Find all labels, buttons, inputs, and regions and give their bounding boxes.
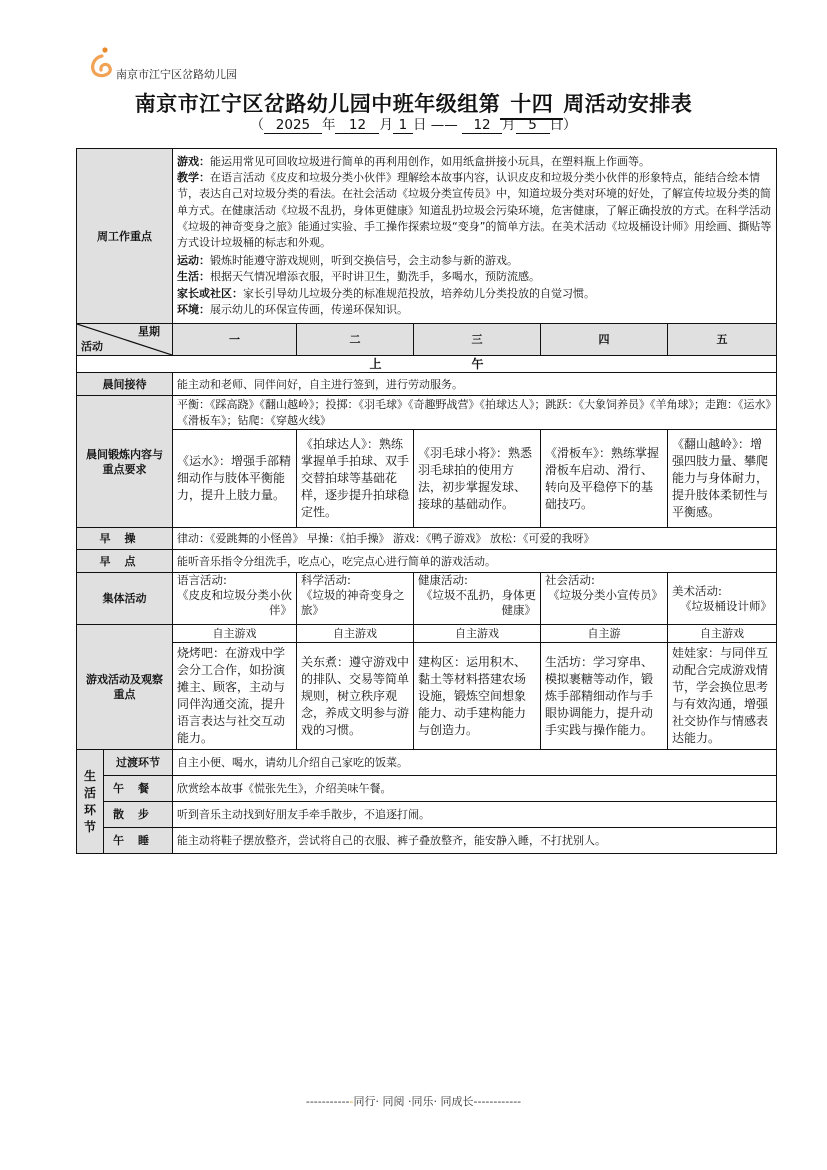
weekday-header-row bbox=[77, 324, 777, 356]
weekly-focus-row bbox=[77, 149, 777, 324]
group-activity-label: 集体活动 bbox=[77, 573, 173, 625]
games-mon: 烧烤吧：在游戏中学会分工合作，如扮演摊主、顾客，主动与同伴沟通交流，提升语言表达与社交互动能力。 bbox=[173, 643, 297, 750]
group-activity-tue bbox=[297, 573, 414, 625]
life-row-nap bbox=[77, 828, 777, 854]
reception-label: 晨间接待 bbox=[77, 373, 173, 396]
morning-char-2: 午 bbox=[471, 356, 484, 371]
title-prefix: 南京市江宁区岔路幼儿园中班年级组第 bbox=[134, 92, 501, 116]
life-transition-text: 自主小便、喝水，请幼儿介绍自己家吃的饭菜。 bbox=[173, 750, 777, 776]
exercise-days-row bbox=[77, 430, 777, 528]
activity-name: 《垃圾不乱扔，身体更健康》 bbox=[421, 588, 536, 617]
group-activity-fri bbox=[668, 573, 777, 625]
games-header-fri: 自主游戏 bbox=[668, 625, 777, 643]
focus-environment: 环境：展示幼儿的环保宣传画，传递环保知识。 bbox=[177, 302, 408, 316]
activity-name: 《皮皮和垃圾分类小伙伴》 bbox=[177, 588, 292, 617]
title-suffix: 周活动安排表 bbox=[563, 92, 693, 116]
date-end-month: 12 bbox=[462, 118, 502, 134]
focus-sports: 运动：锻炼时能遵守游戏规则，听到交换信号，会主动参与新的游戏。 bbox=[177, 254, 518, 268]
month-label-2: 月 bbox=[502, 117, 516, 133]
day-thu: 四 bbox=[541, 324, 668, 356]
games-label: 游戏活动及观察重点 bbox=[77, 625, 173, 750]
activity-name: 《垃圾的神奇变身之旅》 bbox=[301, 588, 405, 617]
life-row-lunch bbox=[77, 776, 777, 802]
exercise-fri: 《翻山越岭》：增强四肢力量、攀爬能力与身体耐力，提升肢体柔韧性与平衡感。 bbox=[668, 430, 777, 528]
day-label-1: 日 bbox=[412, 117, 427, 133]
exercise-thu: 《滑板车》：熟练掌握滑板车启动、滑行、转向及平稳停下的基础技巧。 bbox=[541, 430, 668, 528]
reception-text: 能主动和老师、同伴问好，自主进行签到，进行劳动服务。 bbox=[173, 373, 777, 396]
date-start-month: 12 bbox=[335, 118, 379, 134]
exercise-summary: 平衡：《踩高跷》《翻山越岭》；投掷：《羽毛球》《奇趣野战营》《拍球达人》；跳跃：《大象饲养员》《羊角球》；走跑：《运水》《滑板车》；钻爬：《穿越火线》 bbox=[173, 396, 777, 430]
day-mon: 一 bbox=[173, 324, 297, 356]
footer-right-dashes: ------------ bbox=[473, 1095, 522, 1108]
life-lunch-text: 欣赏绘本故事《慌张先生》，介绍美味午餐。 bbox=[173, 776, 777, 802]
morning-char-1: 上 bbox=[369, 356, 382, 371]
games-wed: 建构区：运用积木、黏土等材料搭建农场设施，锻炼空间想象能力、动手建构能力与创造力。 bbox=[414, 643, 541, 750]
activity-type: 语言活动: bbox=[177, 573, 227, 587]
weekly-focus-content bbox=[173, 149, 777, 324]
footer-text: 同行· 同阅 ·同乐· 同成长 bbox=[353, 1095, 474, 1108]
life-row-transition bbox=[77, 750, 777, 776]
games-tue: 关东煮：遵守游戏中的排队、交易等简单规则，树立秩序观念，养成文明参与游戏的习惯。 bbox=[297, 643, 414, 750]
life-label: 生活环节 bbox=[77, 750, 104, 854]
snack-text: 能听音乐指令分组洗手，吃点心，吃完点心进行简单的游戏活动。 bbox=[173, 550, 777, 573]
snack-row bbox=[77, 550, 777, 573]
morning-label bbox=[77, 356, 777, 373]
group-activity-wed bbox=[414, 573, 541, 625]
life-row-walk bbox=[77, 802, 777, 828]
year-label: 年 bbox=[321, 117, 336, 133]
group-activity-thu bbox=[541, 573, 668, 625]
morning-exercise-row bbox=[77, 528, 777, 550]
focus-parents: 家长或社区：家长引导幼儿垃圾分类的标准规范投放，培养幼儿分类投放的自觉习惯。 bbox=[177, 286, 595, 300]
activity-type: 科学活动: bbox=[301, 573, 351, 587]
exercise-label: 晨间锻炼内容与重点要求 bbox=[77, 396, 173, 528]
day-label-2: 日 bbox=[549, 117, 564, 133]
group-activity-row bbox=[77, 573, 777, 625]
date-year: 2025 bbox=[264, 118, 322, 134]
life-lunch-label: 午餐 bbox=[104, 776, 173, 802]
footer-accent-dot: - bbox=[349, 1095, 354, 1108]
life-transition-label: 过渡环节 bbox=[104, 750, 173, 776]
activity-name: 《垃圾分类小宣传员》 bbox=[548, 588, 663, 602]
life-walk-text: 听到音乐主动找到好朋友手牵手散步，不追逐打闹。 bbox=[173, 802, 777, 828]
focus-life: 生活：根据天气情况增添衣服，平时讲卫生，勤洗手，多喝水，预防流感。 bbox=[177, 270, 540, 284]
date-dash: —— bbox=[430, 117, 458, 133]
games-fri: 娃娃家：与同伴互动配合完成游戏情节，学会换位思考与有效沟通，增强社交协作与情感表达能力。 bbox=[668, 643, 777, 750]
day-fri: 五 bbox=[668, 324, 777, 356]
exercise-tue: 《拍球达人》：熟练掌握单手拍球、双手交替拍球等基础花样，逐步提升拍球稳定性。 bbox=[297, 430, 414, 528]
morning-row bbox=[77, 356, 777, 373]
activity-name: 《垃圾桶设计师》 bbox=[680, 598, 773, 613]
date-open-paren: （ bbox=[250, 117, 264, 133]
logo-mark-icon bbox=[88, 44, 116, 80]
exercise-wed: 《羽毛球小将》：熟悉羽毛球拍的使用方法，初步掌握发球、接球的基础动作。 bbox=[414, 430, 541, 528]
exercise-summary-row bbox=[77, 396, 777, 430]
day-tue: 二 bbox=[297, 324, 414, 356]
activity-type: 美术活动: bbox=[672, 583, 722, 598]
weekday-label: 星期 bbox=[138, 325, 160, 338]
activity-type: 健康活动: bbox=[418, 573, 468, 587]
focus-teaching: 教学：在语言活动《皮皮和垃圾分类小伙伴》理解绘本故事内容，认识皮皮和垃圾分类小伙伴的形象特点，能结合绘本情节，表达自己对垃圾分类的看法。在社会活动《垃圾分类宣传员》中，知道垃圾分类对环境的好处，了解宣传垃圾分类的简单方式。在健康活动《垃圾不乱扔，身体更健康》知道乱扔垃圾会污染环境，危害健康，了解正确投放的方式。在科学活动《垃圾的神奇变身之旅》能通过实验、手工操作探索垃圾“变身”的简单方法。在美术活动《垃圾桶设计师》用绘画、撕贴等方式设计垃圾桶的标志和外观。 bbox=[177, 171, 772, 249]
date-end-day: 5 bbox=[516, 118, 550, 134]
morning-exercise-label: 早操 bbox=[77, 528, 173, 550]
morning-exercise-text: 律动：《爱跳舞的小怪兽》 早操：《拍手操》 游戏：《鸭子游戏》 放松：《可爱的我呀》 bbox=[173, 528, 777, 550]
snack-label: 早点 bbox=[77, 550, 173, 573]
date-start-day: 1 bbox=[393, 118, 413, 134]
games-header-wed: 自主游戏 bbox=[414, 625, 541, 643]
date-close-paren: ） bbox=[563, 117, 577, 133]
games-thu: 生活坊：学习穿串、模拟裹糖等动作，锻炼手部精细动作与手眼协调能力，提升动手实践与操作能力。 bbox=[541, 643, 668, 750]
life-nap-text: 能主动将鞋子摆放整齐，尝试将自己的衣服、裤子叠放整齐，能安静入睡，不打扰别人。 bbox=[173, 828, 777, 854]
reception-row bbox=[77, 373, 777, 396]
weekly-focus-label: 周工作重点 bbox=[77, 149, 173, 324]
exercise-mon: 《运水》：增强手部精细动作与肢体平衡能力，提升上肢力量。 bbox=[173, 430, 297, 528]
header-corner bbox=[77, 324, 173, 356]
footer-motto bbox=[0, 1093, 827, 1109]
life-nap-label: 午睡 bbox=[104, 828, 173, 854]
logo-school-name: 南京市江宁区岔路幼儿园 bbox=[116, 68, 237, 81]
week-number: 十四 bbox=[500, 88, 563, 120]
activity-type: 社会活动: bbox=[545, 573, 595, 587]
games-header-tue: 自主游戏 bbox=[297, 625, 414, 643]
games-header-row bbox=[77, 625, 777, 643]
life-walk-label: 散步 bbox=[104, 802, 173, 828]
games-days-row bbox=[77, 643, 777, 750]
month-label-1: 月 bbox=[379, 117, 393, 133]
day-wed: 三 bbox=[414, 324, 541, 356]
focus-game: 游戏：能运用常见可回收垃圾进行简单的再利用创作，如用纸盒拼接小玩具，在塑料瓶上作画等。 bbox=[177, 154, 650, 168]
school-logo bbox=[88, 44, 288, 82]
games-header-mon: 自主游戏 bbox=[173, 625, 297, 643]
schedule-table bbox=[76, 148, 777, 854]
games-header-thu: 自主游 bbox=[541, 625, 668, 643]
footer-left-dashes: ----------- bbox=[305, 1095, 350, 1108]
date-range bbox=[0, 113, 827, 134]
group-activity-mon bbox=[173, 573, 297, 625]
activity-label: 活动 bbox=[81, 340, 103, 353]
